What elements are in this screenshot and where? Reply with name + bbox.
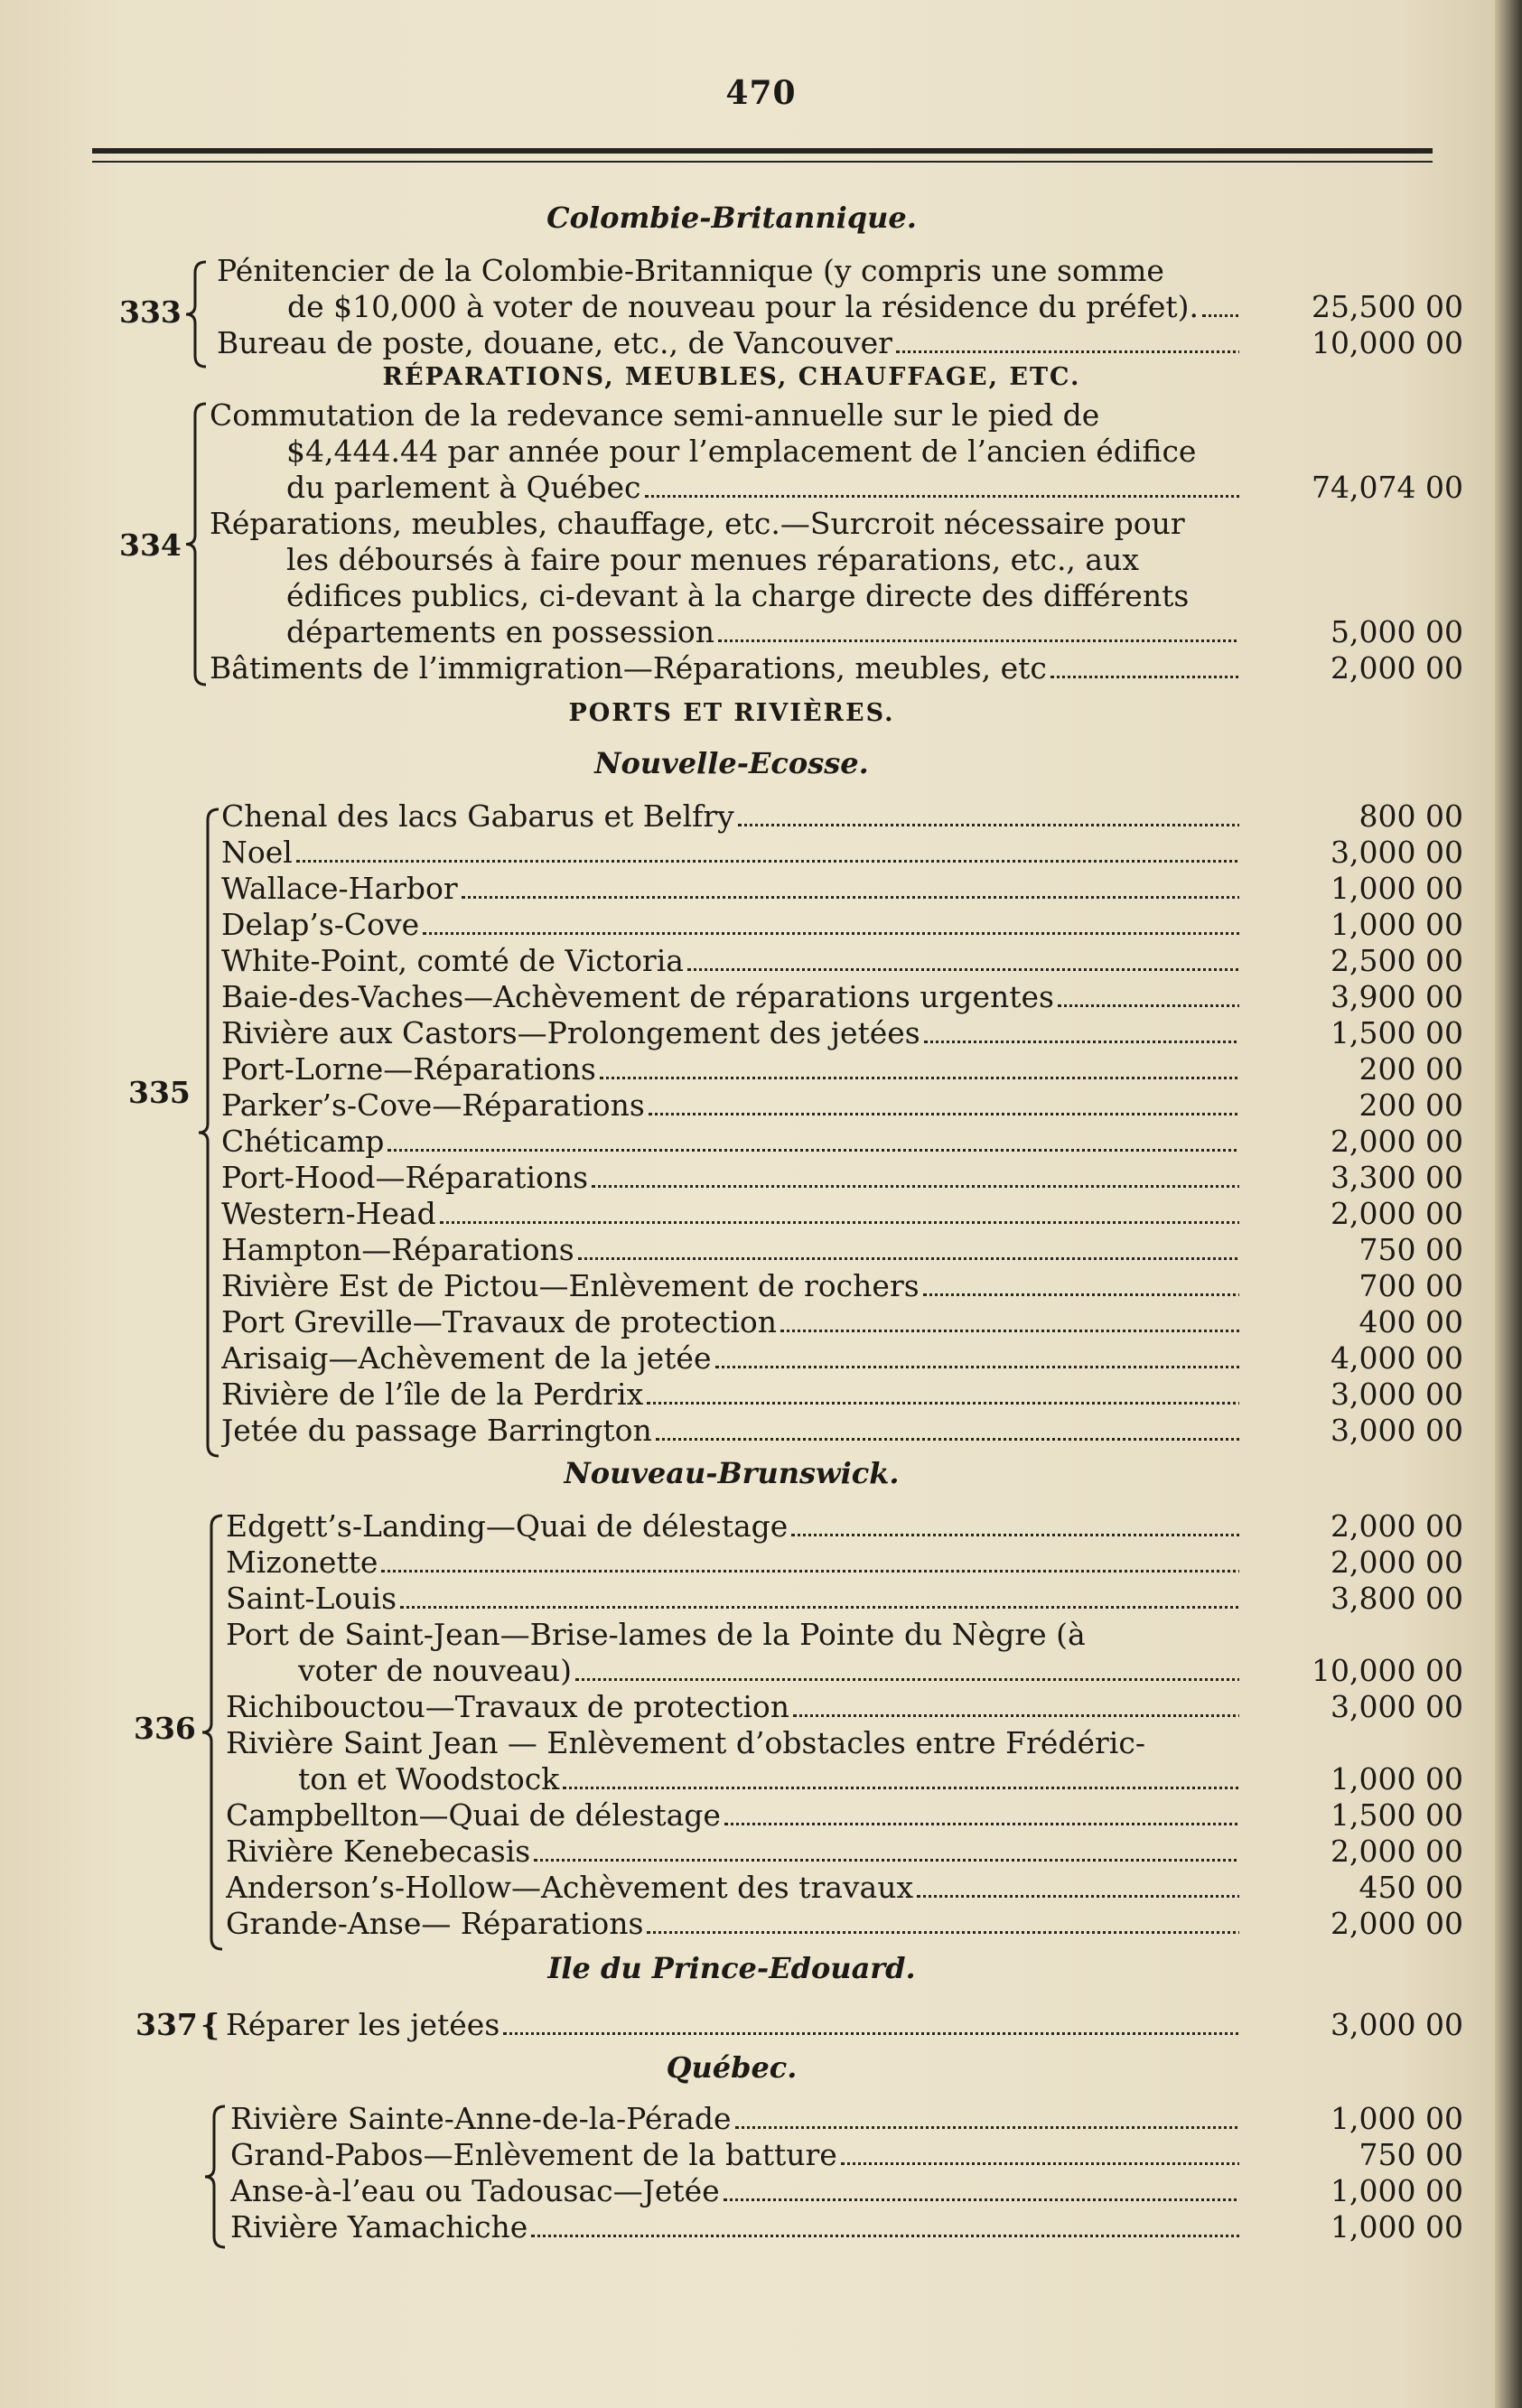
estimate-line bbox=[0, 1124, 1522, 1160]
estimate-line bbox=[0, 1413, 1522, 1449]
header-rule-thin bbox=[92, 161, 1433, 163]
line-amount: 2,000 00 bbox=[1331, 1834, 1463, 1869]
line-text: Bureau de poste, douane, etc., de Vancouver bbox=[217, 325, 892, 360]
line-amount: 3,000 00 bbox=[1331, 1689, 1463, 1724]
estimate-line bbox=[0, 614, 1522, 650]
line-amount: 1,000 00 bbox=[1331, 2101, 1463, 2136]
line-description bbox=[221, 1340, 1239, 1377]
line-description bbox=[286, 614, 1239, 650]
line-description bbox=[221, 1413, 1239, 1449]
line-text: Parker’s-Cove—Réparations bbox=[221, 1087, 645, 1123]
estimate-line bbox=[0, 1797, 1522, 1834]
line-text: Chéticamp bbox=[221, 1124, 385, 1159]
dot-leader bbox=[1058, 1004, 1239, 1007]
line-text: du parlement à Québec bbox=[286, 470, 641, 505]
dot-leader bbox=[647, 1402, 1239, 1405]
line-amount: 1,000 00 bbox=[1331, 2173, 1463, 2208]
estimate-line bbox=[0, 1834, 1522, 1870]
estimate-line bbox=[0, 1196, 1522, 1232]
line-description bbox=[226, 2007, 1239, 2043]
line-text: Arisaig—Achèvement de la jetée bbox=[221, 1340, 712, 1376]
section-subheading: RÉPARATIONS, MEUBLES, CHAUFFAGE, ETC. bbox=[382, 363, 1081, 391]
line-description bbox=[210, 397, 1239, 434]
line-text: White-Point, comté de Victoria bbox=[221, 943, 684, 978]
dot-leader bbox=[534, 1859, 1239, 1862]
line-amount: 2,000 00 bbox=[1331, 1196, 1463, 1231]
dot-leader bbox=[724, 1823, 1239, 1825]
line-amount: 3,300 00 bbox=[1331, 1160, 1463, 1195]
line-amount: 3,000 00 bbox=[1331, 1413, 1463, 1448]
dot-leader bbox=[592, 1185, 1239, 1188]
line-amount bbox=[1265, 578, 1463, 614]
line-description bbox=[226, 1906, 1239, 1942]
dot-leader bbox=[531, 2235, 1239, 2237]
line-description bbox=[217, 325, 1239, 361]
section-heading: Nouvelle-Ecosse. bbox=[594, 746, 869, 780]
header-rule-thick bbox=[92, 148, 1433, 154]
line-amount: 3,000 00 bbox=[1331, 2007, 1463, 2042]
line-description bbox=[230, 2137, 1239, 2173]
dot-leader bbox=[923, 1293, 1239, 1296]
line-text: Rivière de l’île de la Perdrix bbox=[221, 1377, 644, 1412]
dot-leader bbox=[645, 495, 1240, 498]
estimate-line bbox=[0, 1268, 1522, 1304]
dot-leader bbox=[791, 1534, 1239, 1536]
estimate-line bbox=[0, 2137, 1522, 2173]
line-text: Anderson’s-Hollow—Achèvement des travaux bbox=[226, 1870, 914, 1905]
line-description bbox=[221, 835, 1239, 871]
line-description bbox=[226, 1617, 1239, 1653]
line-text: Edgett’s-Landing—Quai de délestage bbox=[226, 1508, 789, 1544]
line-amount: 2,500 00 bbox=[1331, 943, 1463, 978]
line-text: les déboursés à faire pour menues réparations, etc., aux bbox=[286, 542, 1139, 577]
line-text: Jetée du passage Barrington bbox=[221, 1413, 652, 1448]
line-amount: 1,500 00 bbox=[1331, 1797, 1463, 1833]
dot-leader bbox=[462, 896, 1239, 899]
dot-leader bbox=[575, 1678, 1239, 1681]
line-amount bbox=[1265, 506, 1463, 542]
line-description bbox=[221, 871, 1239, 907]
estimate-line bbox=[0, 325, 1522, 361]
line-amount: 74,074 00 bbox=[1312, 470, 1463, 505]
line-text: Grand-Pabos—Enlèvement de la batture bbox=[230, 2137, 837, 2172]
estimate-line bbox=[0, 1581, 1522, 1617]
line-amount: 750 00 bbox=[1359, 1232, 1463, 1267]
line-amount: 2,000 00 bbox=[1331, 1124, 1463, 1159]
line-text: Réparer les jetées bbox=[226, 2007, 500, 2042]
line-text: $4,444.44 par année pour l’emplacement de l’ancien édifice bbox=[286, 434, 1197, 469]
estimate-line bbox=[0, 798, 1522, 835]
line-amount: 3,900 00 bbox=[1331, 979, 1463, 1014]
line-amount: 750 00 bbox=[1359, 2137, 1463, 2172]
line-amount: 4,000 00 bbox=[1331, 1340, 1463, 1376]
line-amount: 200 00 bbox=[1359, 1087, 1463, 1123]
line-description bbox=[226, 1725, 1239, 1761]
line-description bbox=[298, 1653, 1239, 1689]
estimate-line bbox=[0, 434, 1522, 470]
estimate-line bbox=[0, 1653, 1522, 1689]
line-text: Pénitencier de la Colombie-Britannique (y compris une somme bbox=[217, 253, 1164, 288]
estimate-line bbox=[0, 1232, 1522, 1268]
estimate-line bbox=[0, 470, 1522, 506]
estimate-line bbox=[0, 1906, 1522, 1942]
line-description bbox=[221, 1015, 1239, 1051]
dot-leader bbox=[400, 1606, 1239, 1609]
estimate-line bbox=[0, 2007, 1522, 2043]
estimate-line bbox=[0, 2173, 1522, 2209]
dot-leader bbox=[578, 1257, 1239, 1260]
line-text: Wallace-Harbor bbox=[221, 871, 458, 906]
line-description bbox=[226, 1870, 1239, 1906]
line-amount: 400 00 bbox=[1359, 1304, 1463, 1339]
page-number: 470 bbox=[725, 74, 797, 112]
dot-leader bbox=[715, 1366, 1240, 1368]
estimate-line bbox=[0, 1761, 1522, 1797]
estimate-line bbox=[0, 1870, 1522, 1906]
section-heading: Ile du Prince-Edouard. bbox=[547, 1951, 916, 1985]
line-text: départements en possession bbox=[286, 614, 714, 649]
line-text: Rivière Saint Jean — Enlèvement d’obstacles entre Frédéric- bbox=[226, 1725, 1145, 1760]
estimate-line bbox=[0, 1015, 1522, 1051]
line-text: édifices publics, ci-devant à la charge directe des différents bbox=[286, 578, 1190, 613]
line-amount: 1,500 00 bbox=[1331, 1015, 1463, 1050]
line-description bbox=[298, 1761, 1239, 1797]
line-amount bbox=[1265, 542, 1463, 578]
estimate-line bbox=[0, 1508, 1522, 1545]
line-text: de $10,000 à voter de nouveau pour la résidence du préfet). bbox=[287, 289, 1200, 324]
line-text: Campbellton—Quai de délestage bbox=[226, 1797, 721, 1833]
item-number: 337 bbox=[135, 2007, 198, 2042]
estimate-line bbox=[0, 578, 1522, 614]
line-text: Anse-à-l’eau ou Tadousac—Jetée bbox=[230, 2173, 720, 2208]
line-text: Port de Saint-Jean—Brise-lames de la Pointe du Nègre (à bbox=[226, 1617, 1086, 1652]
estimate-line bbox=[0, 1617, 1522, 1653]
line-amount: 25,500 00 bbox=[1312, 289, 1463, 324]
line-amount: 800 00 bbox=[1359, 798, 1463, 834]
line-amount: 450 00 bbox=[1359, 1870, 1463, 1905]
line-amount bbox=[1265, 434, 1463, 470]
dot-leader bbox=[718, 639, 1239, 642]
line-description bbox=[230, 2209, 1239, 2245]
estimate-line bbox=[0, 943, 1522, 979]
line-amount: 1,000 00 bbox=[1331, 1761, 1463, 1797]
line-amount: 10,000 00 bbox=[1312, 1653, 1463, 1688]
estimate-line bbox=[0, 1340, 1522, 1377]
dot-leader bbox=[647, 1931, 1239, 1934]
line-amount: 3,000 00 bbox=[1331, 1377, 1463, 1412]
dot-leader bbox=[1202, 314, 1239, 317]
dot-leader bbox=[793, 1714, 1239, 1717]
line-text: Commutation de la redevance semi-annuelle sur le pied de bbox=[210, 397, 1100, 433]
item-number: 335 bbox=[128, 1075, 191, 1110]
line-description bbox=[226, 1545, 1239, 1581]
dot-leader bbox=[600, 1077, 1239, 1079]
line-text: Réparations, meubles, chauffage, etc.—Surcroit nécessaire pour bbox=[210, 506, 1185, 541]
line-text: Rivière Est de Pictou—Enlèvement de rochers bbox=[221, 1268, 920, 1303]
line-description bbox=[226, 1581, 1239, 1617]
line-text: Rivière Yamachiche bbox=[230, 2209, 528, 2245]
estimate-line bbox=[0, 650, 1522, 686]
estimate-line bbox=[0, 1689, 1522, 1725]
line-text: Rivière Sainte-Anne-de-la-Pérade bbox=[230, 2101, 732, 2136]
section-heading: Colombie-Britannique. bbox=[546, 201, 917, 235]
line-amount: 700 00 bbox=[1359, 1268, 1463, 1303]
estimate-line bbox=[0, 2101, 1522, 2137]
line-amount bbox=[1265, 253, 1463, 289]
estimate-line bbox=[0, 1051, 1522, 1087]
line-amount: 2,000 00 bbox=[1331, 1906, 1463, 1941]
line-amount: 3,000 00 bbox=[1331, 835, 1463, 870]
line-amount: 1,000 00 bbox=[1331, 907, 1463, 942]
line-amount bbox=[1265, 1617, 1463, 1653]
line-amount: 5,000 00 bbox=[1331, 614, 1463, 649]
line-text: voter de nouveau) bbox=[298, 1653, 573, 1688]
item-number: 334 bbox=[119, 527, 182, 563]
line-description bbox=[221, 907, 1239, 943]
item-number: 336 bbox=[134, 1711, 196, 1746]
estimate-line bbox=[0, 2209, 1522, 2245]
estimate-line bbox=[0, 871, 1522, 907]
line-amount: 200 00 bbox=[1359, 1051, 1463, 1087]
line-description bbox=[210, 650, 1239, 686]
dot-leader bbox=[1050, 676, 1239, 678]
section-heading: Nouveau-Brunswick. bbox=[564, 1456, 900, 1490]
line-description bbox=[226, 1508, 1239, 1545]
dot-leader bbox=[896, 350, 1239, 353]
line-description bbox=[221, 1304, 1239, 1340]
line-text: Hampton—Réparations bbox=[221, 1232, 574, 1267]
line-text: Delap’s-Cove bbox=[221, 907, 420, 942]
line-text: Port Greville—Travaux de protection bbox=[221, 1304, 778, 1339]
line-description bbox=[230, 2101, 1239, 2137]
estimate-line bbox=[0, 1725, 1522, 1761]
line-description bbox=[221, 979, 1239, 1015]
line-text: Western-Head bbox=[221, 1196, 436, 1231]
estimate-line bbox=[0, 289, 1522, 325]
line-amount: 1,000 00 bbox=[1331, 871, 1463, 906]
line-description bbox=[226, 1834, 1239, 1870]
line-description bbox=[221, 798, 1239, 835]
line-description bbox=[286, 578, 1239, 614]
section-heading: Québec. bbox=[666, 2050, 798, 2085]
estimate-line bbox=[0, 542, 1522, 578]
line-amount: 3,800 00 bbox=[1331, 1581, 1463, 1616]
line-description bbox=[286, 470, 1239, 506]
item-number: 333 bbox=[119, 294, 182, 330]
line-text: Port-Lorne—Réparations bbox=[221, 1051, 596, 1087]
line-description bbox=[221, 1232, 1239, 1268]
estimate-line bbox=[0, 397, 1522, 434]
line-description bbox=[226, 1689, 1239, 1725]
line-description bbox=[286, 434, 1239, 470]
dot-leader bbox=[738, 824, 1239, 826]
estimate-line bbox=[0, 835, 1522, 871]
estimate-line bbox=[0, 1545, 1522, 1581]
dot-leader bbox=[388, 1149, 1239, 1152]
line-amount: 2,000 00 bbox=[1331, 1545, 1463, 1580]
line-description bbox=[221, 1377, 1239, 1413]
dot-leader bbox=[296, 860, 1239, 863]
dot-leader bbox=[563, 1787, 1239, 1789]
dot-leader bbox=[917, 1895, 1239, 1898]
line-description bbox=[221, 1087, 1239, 1124]
line-description bbox=[217, 253, 1239, 289]
line-amount bbox=[1265, 397, 1463, 434]
line-description bbox=[221, 1196, 1239, 1232]
line-amount bbox=[1265, 1725, 1463, 1761]
line-text: Baie-des-Vaches—Achèvement de réparations urgentes bbox=[221, 979, 1054, 1014]
line-text: Port-Hood—Réparations bbox=[221, 1160, 589, 1195]
line-description bbox=[286, 542, 1239, 578]
line-text: Richibouctou—Travaux de protection bbox=[226, 1689, 790, 1724]
dot-leader bbox=[780, 1330, 1239, 1332]
line-text: Saint-Louis bbox=[226, 1581, 397, 1616]
dot-leader bbox=[381, 1570, 1239, 1573]
dot-leader bbox=[649, 1113, 1239, 1115]
dot-leader bbox=[423, 932, 1239, 935]
estimate-line bbox=[0, 253, 1522, 289]
line-text: Mizonette bbox=[226, 1545, 378, 1580]
line-description bbox=[221, 943, 1239, 979]
dot-leader bbox=[724, 2198, 1239, 2201]
line-text: Rivière Kenebecasis bbox=[226, 1834, 531, 1869]
estimate-line bbox=[0, 1087, 1522, 1124]
line-text: Bâtiments de l’immigration—Réparations, meubles, etc bbox=[210, 650, 1047, 686]
line-amount: 2,000 00 bbox=[1331, 650, 1463, 686]
dot-leader bbox=[440, 1221, 1239, 1224]
dot-leader bbox=[656, 1438, 1239, 1441]
line-description bbox=[221, 1051, 1239, 1087]
dot-leader bbox=[503, 2032, 1239, 2035]
brace-glyph: { bbox=[201, 2007, 220, 2042]
estimate-line bbox=[0, 907, 1522, 943]
estimate-line bbox=[0, 1377, 1522, 1413]
dot-leader bbox=[924, 1041, 1239, 1043]
estimate-line bbox=[0, 1304, 1522, 1340]
line-text: Chenal des lacs Gabarus et Belfry bbox=[221, 798, 734, 834]
line-description bbox=[210, 506, 1239, 542]
estimate-line bbox=[0, 1160, 1522, 1196]
line-text: Noel bbox=[221, 835, 293, 870]
dot-leader bbox=[841, 2162, 1239, 2165]
line-description bbox=[221, 1160, 1239, 1196]
line-description bbox=[287, 289, 1239, 325]
line-text: ton et Woodstock bbox=[298, 1761, 560, 1797]
line-description bbox=[230, 2173, 1239, 2209]
section-subheading: PORTS ET RIVIÈRES. bbox=[568, 699, 895, 727]
line-amount: 2,000 00 bbox=[1331, 1508, 1463, 1544]
line-amount: 10,000 00 bbox=[1312, 325, 1463, 360]
line-description bbox=[221, 1268, 1239, 1304]
line-text: Grande-Anse— Réparations bbox=[226, 1906, 644, 1941]
dot-leader bbox=[687, 968, 1239, 971]
line-text: Rivière aux Castors—Prolongement des jetées bbox=[221, 1015, 920, 1050]
dot-leader bbox=[735, 2126, 1239, 2129]
estimate-line bbox=[0, 979, 1522, 1015]
line-description bbox=[226, 1797, 1239, 1834]
estimate-line bbox=[0, 506, 1522, 542]
line-amount: 1,000 00 bbox=[1331, 2209, 1463, 2245]
line-description bbox=[221, 1124, 1239, 1160]
